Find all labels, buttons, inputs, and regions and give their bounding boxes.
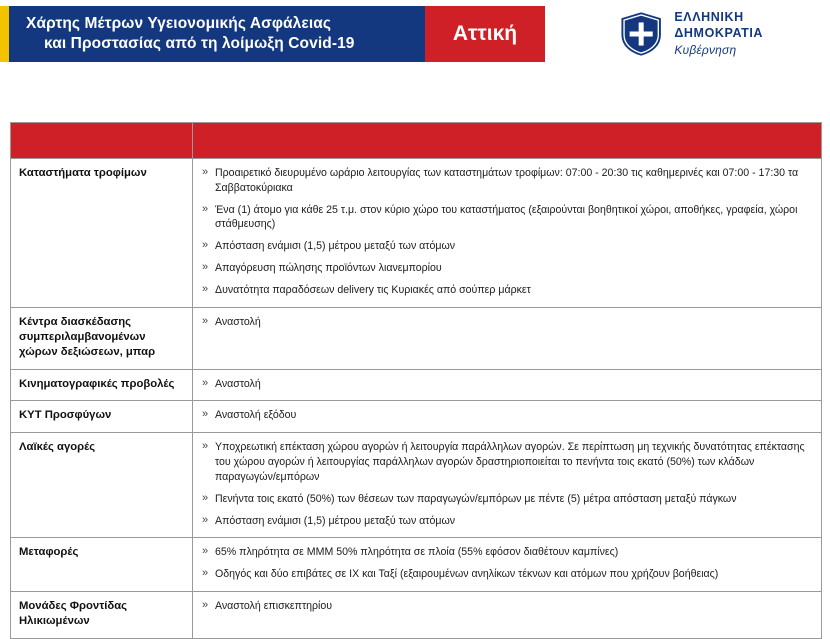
measure-category-cell: Μεταφορές (11, 538, 193, 592)
list-item: » Απαγόρευση πώλησης προϊόντων λιανεμπορίου (201, 261, 813, 276)
list-item: » Απόσταση ενάμισι (1,5) μέτρου μεταξύ των ατόμων (201, 239, 813, 254)
list-item: » Ένα (1) άτομο για κάθε 25 τ.μ. στον κύριο χώρο του καταστήματος (εξαιρούνται βοηθητικοί χώροι, αποθήκες, γραφεία, χώροι στάθμευσης) (201, 203, 813, 233)
table-row (11, 369, 822, 401)
header-title-block (0, 6, 425, 62)
measure-items-cell (193, 592, 822, 639)
measure-category-cell: Λαϊκές αγορές (11, 433, 193, 538)
measure-items-cell (193, 433, 822, 538)
measure-items-cell (193, 159, 822, 308)
page-title-line-1: Χάρτης Μέτρων Υγειονομικής Ασφάλειας (26, 14, 332, 32)
measures-table (10, 122, 822, 639)
list-item: » Οδηγός και δύο επιβάτες σε ΙΧ και Ταξί (εξαιρουμένων ανηλίκων τέκνων και ατόμων που χρήζουν βοήθειας) (201, 567, 813, 582)
list-item: » Αναστολή (201, 315, 813, 330)
table-row (11, 307, 822, 369)
measure-list (201, 377, 813, 392)
greek-coat-of-arms-icon (620, 11, 662, 57)
measure-category-cell: Κινηματογραφικές προβολές (11, 369, 193, 401)
greek-flag-bar (0, 6, 9, 62)
list-item: » Αναστολή εξόδου (201, 408, 813, 423)
measure-category-cell: ΚΥΤ Προσφύγων (11, 401, 193, 433)
table-row (11, 159, 822, 308)
list-item: » Αναστολή επισκεπτηρίου (201, 599, 813, 614)
government-name: ΕΛΛΗΝΙΚΗ ΔΗΜΟΚΡΑΤΙΑ (674, 10, 764, 40)
list-item: » 65% πληρότητα σε ΜΜΜ 50% πληρότητα σε πλοία (55% εφόσον διαθέτουν καμπίνες) (201, 545, 813, 560)
table-header-category-cell (11, 123, 193, 159)
measures-table-body (11, 123, 822, 639)
measure-list (201, 315, 813, 330)
measures-table-container (10, 122, 822, 639)
table-row (11, 401, 822, 433)
region-badge: Αττική (425, 6, 545, 62)
list-item: » Απόσταση ενάμισι (1,5) μέτρου μεταξύ των ατόμων (201, 514, 813, 529)
measure-items-cell (193, 538, 822, 592)
measure-list (201, 166, 813, 298)
list-item: » Πενήντα τοις εκατό (50%) των θέσεων των παραγωγών/εμπόρων με πέντε (5) μέτρα απόσταση μεταξύ πάγκων (201, 492, 813, 507)
measure-list (201, 545, 813, 582)
measure-category-cell: Καταστήματα τροφίμων (11, 159, 193, 308)
table-row (11, 538, 822, 592)
government-logo (620, 10, 830, 58)
measure-list (201, 599, 813, 614)
measure-category-cell: Μονάδες Φροντίδας Ηλικιωμένων (11, 592, 193, 639)
list-item: » Δυνατότητα παραδόσεων delivery τις Κυριακές από σούπερ μάρκετ (201, 283, 813, 298)
measure-items-cell (193, 307, 822, 369)
table-header-measures-cell (193, 123, 822, 159)
measure-list (201, 408, 813, 423)
list-item: » Αναστολή (201, 377, 813, 392)
measure-category-cell: Κέντρα διασκέδασης συμπεριλαμβανομένων χώρων δεξιώσεων, μπαρ (11, 307, 193, 369)
measure-list (201, 440, 813, 528)
page-title (26, 14, 355, 55)
measure-items-cell (193, 369, 822, 401)
table-row (11, 592, 822, 639)
table-header-row (11, 123, 822, 159)
government-subtitle: Κυβέρνηση (674, 43, 737, 58)
table-row (11, 433, 822, 538)
list-item: » Προαιρετικό διευρυμένο ωράριο λειτουργίας των καταστημάτων τροφίμων: 07:00 - 20:30 τις καθημερινές και 07:00 - 17:30 τα Σαββατοκύριακα (201, 166, 813, 196)
measure-items-cell (193, 401, 822, 433)
page-title-line-2: και Προστασίας από τη λοίμωξη Covid-19 (44, 35, 355, 52)
list-item: » Υποχρεωτική επέκταση χώρου αγορών ή λειτουργία παράλληλων αγορών. Σε περίπτωση μη τεχνικής δυνατότητας επέκτασης του χώρου αγορών ή λειτουργίας παράλληλων αγορών δραστηριοποιείται το πενήντα τοις εκατό (50%) των κλάδων παραγωγών/εμπόρων (201, 440, 813, 484)
government-label (674, 10, 830, 58)
